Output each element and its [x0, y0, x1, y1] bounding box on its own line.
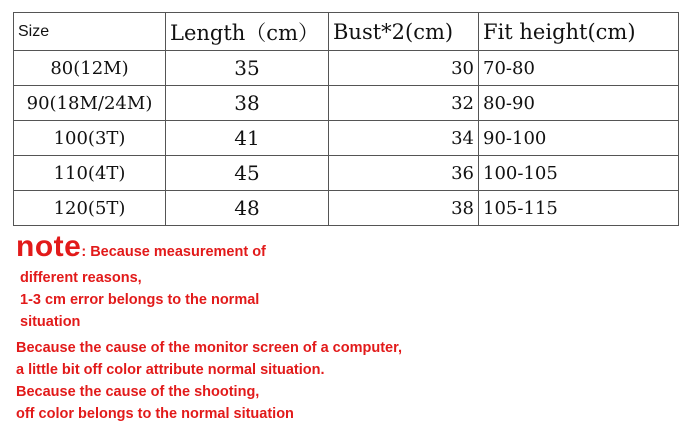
cell-fit-height: 80-90 [479, 86, 679, 121]
header-bust: Bust*2(cm) [329, 13, 479, 51]
cell-fit-height: 100-105 [479, 156, 679, 191]
cell-length: 35 [166, 51, 329, 86]
note-line: a little bit off color attribute normal situation. [16, 362, 325, 378]
cell-length: 48 [166, 191, 329, 226]
cell-fit-height: 90-100 [479, 121, 679, 156]
cell-bust: 32 [329, 86, 479, 121]
table-header-row [14, 13, 679, 51]
table-row [14, 156, 679, 191]
header-length: Length（cm） [166, 13, 329, 51]
note-first-line [16, 232, 402, 267]
cell-size: 100(3T) [14, 121, 166, 156]
cell-length: 38 [166, 86, 329, 121]
measurement-notes [16, 232, 402, 425]
note-line: Because the cause of the shooting, [16, 384, 260, 400]
note-colon: : [81, 244, 87, 260]
table-row [14, 86, 679, 121]
note-line: off color belongs to the normal situation [16, 406, 294, 422]
note-block-measurement [20, 267, 402, 333]
cell-size: 110(4T) [14, 156, 166, 191]
cell-bust: 34 [329, 121, 479, 156]
cell-length: 45 [166, 156, 329, 191]
cell-fit-height: 70-80 [479, 51, 679, 86]
note-line: Because the cause of the monitor screen of a computer, [16, 340, 402, 356]
cell-bust: 30 [329, 51, 479, 86]
cell-bust: 38 [329, 191, 479, 226]
table-row [14, 121, 679, 156]
table-row [14, 51, 679, 86]
table-row [14, 191, 679, 226]
header-size: Size [14, 13, 166, 51]
note-line: different reasons, [20, 270, 142, 286]
note-label: note [16, 230, 82, 263]
note-line: Because measurement of [90, 244, 266, 260]
cell-length: 41 [166, 121, 329, 156]
cell-size: 120(5T) [14, 191, 166, 226]
cell-size: 90(18M/24M) [14, 86, 166, 121]
note-line: situation [20, 314, 81, 330]
note-line: 1-3 cm error belongs to the normal [20, 292, 260, 308]
note-block-color [16, 337, 402, 425]
cell-size: 80(12M) [14, 51, 166, 86]
cell-fit-height: 105-115 [479, 191, 679, 226]
header-fit-height: Fit height(cm) [479, 13, 679, 51]
size-chart-table [13, 12, 679, 226]
cell-bust: 36 [329, 156, 479, 191]
